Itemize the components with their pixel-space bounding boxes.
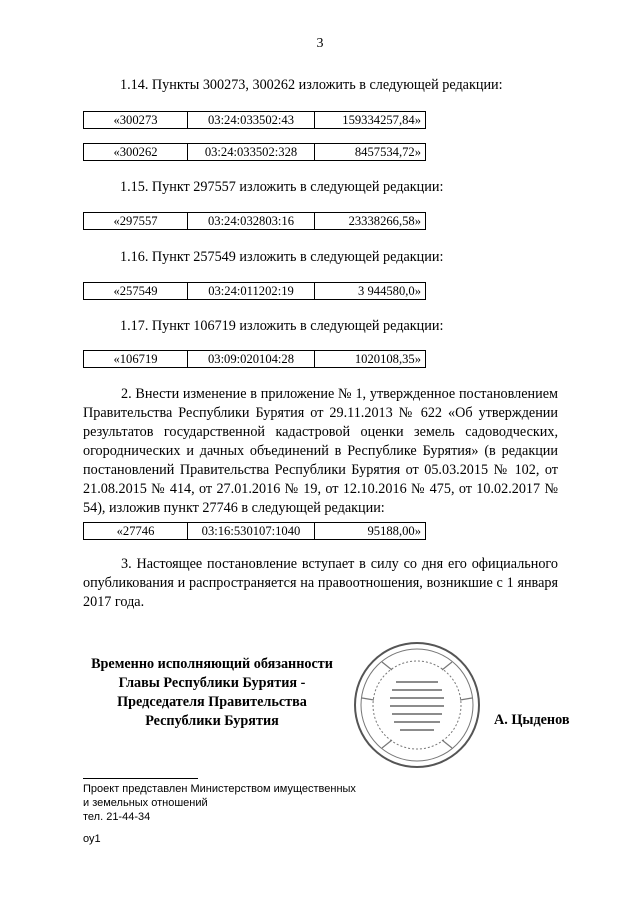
signatory-name: А. Цыденов <box>494 712 570 728</box>
footer-project-line-2: и земельных отношений <box>83 797 208 809</box>
table-row <box>84 144 426 161</box>
signatory-title <box>83 655 341 731</box>
table-1-14-row-1 <box>83 111 426 129</box>
table-cell: 03:24:032803:16 <box>188 213 315 230</box>
footer-code: оу1 <box>83 833 101 845</box>
table-cell: 1020108,35» <box>315 351 426 368</box>
table-2 <box>83 522 426 540</box>
table-cell: «300262 <box>84 144 188 161</box>
signatory-title-line: Временно исполняющий обязанности <box>91 656 333 672</box>
table-cell: 03:16:530107:1040 <box>188 523 315 540</box>
section-1-16-heading: 1.16. Пункт 257549 изложить в следующей редакции: <box>120 249 444 265</box>
table-cell: 95188,00» <box>315 523 426 540</box>
table-row <box>84 112 426 129</box>
table-row <box>84 213 426 230</box>
table-row <box>84 283 426 300</box>
signatory-title-line: Председателя Правительства <box>117 694 307 710</box>
footer-project-line-1: Проект представлен Министерством имущественных <box>83 783 356 795</box>
table-cell: «297557 <box>84 213 188 230</box>
footer-phone: тел. 21-44-34 <box>83 811 151 823</box>
table-cell: 3 944580,0» <box>315 283 426 300</box>
table-1-16 <box>83 282 426 300</box>
section-1-17-heading: 1.17. Пункт 106719 изложить в следующей редакции: <box>120 318 444 334</box>
table-1-14-row-2 <box>83 143 426 161</box>
section-2-text: 2. Внести изменение в приложение № 1, утвержденное постановлением Правительства Республики Бурятия от 29.11.2013 № 622 «Об утверждении результатов государственной кадастровой оценки земель садоводческих, огороднических и дачных объединений в Республике Бурятия» (в редакции постановлений Правительства Республики Бурятия от 05.03.2015 № 102, от 21.08.2015 № 414, от 27.01.2016 № 19, от 12.10.2016 № 475, от 10.02.2017 № 54), изложив пункт 27746 в следующей редакции: <box>83 386 558 516</box>
table-cell: «106719 <box>84 351 188 368</box>
table-cell: «27746 <box>84 523 188 540</box>
section-1-15-heading: 1.15. Пункт 297557 изложить в следующей редакции: <box>120 179 444 195</box>
table-cell: 03:24:033502:43 <box>188 112 315 129</box>
table-row <box>84 523 426 540</box>
page-number: 3 <box>316 36 324 51</box>
table-1-15 <box>83 212 426 230</box>
section-1-14-heading: 1.14. Пункты 300273, 300262 изложить в следующей редакции: <box>120 77 503 93</box>
table-cell: 8457534,72» <box>315 144 426 161</box>
table-cell: 23338266,58» <box>315 213 426 230</box>
table-cell: «300273 <box>84 112 188 129</box>
table-cell: 03:09:020104:28 <box>188 351 315 368</box>
table-cell: 03:24:011202:19 <box>188 283 315 300</box>
signatory-title-line: Республики Бурятия <box>145 713 279 729</box>
signatory-title-line: Главы Республики Бурятия - <box>118 675 306 691</box>
official-seal <box>352 640 482 770</box>
table-1-17 <box>83 350 426 368</box>
table-cell: 159334257,84» <box>315 112 426 129</box>
table-cell: «257549 <box>84 283 188 300</box>
footer-divider <box>83 778 198 779</box>
table-row <box>84 351 426 368</box>
table-cell: 03:24:033502:328 <box>188 144 315 161</box>
section-3-text: 3. Настоящее постановление вступает в силу со дня его официального опубликования и распространяется на правоотношения, возникшие с 1 января 2017 года. <box>83 556 558 610</box>
